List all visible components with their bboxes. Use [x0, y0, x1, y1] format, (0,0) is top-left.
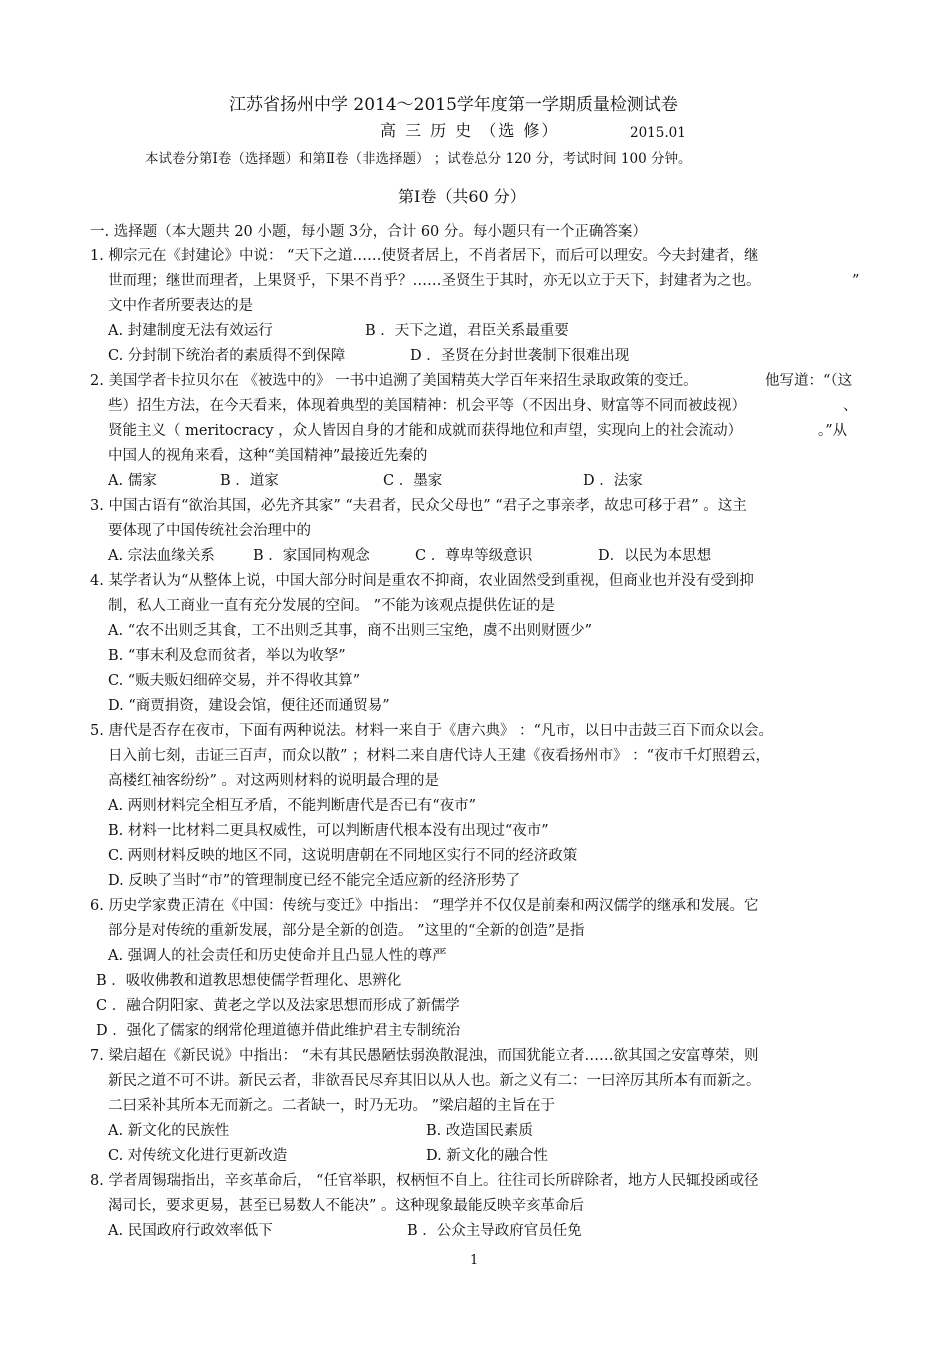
exam-date: 2015.01 [630, 125, 686, 141]
exam-subject: 高 三 历 史 （选 修） [380, 121, 560, 140]
question-5-line-1: 5. 唐代是否存在夜市，下面有两种说法。材料一来自于《唐六典》 ：“凡市，以日中击鼓三百下而众以会。 [90, 723, 773, 739]
question-8-line-1: 8. 学者周锡瑞指出，辛亥革命后， “任官举职，权柄恒不自上。往往司长所辟除者，地方人民辄投函或径 [90, 1173, 759, 1189]
question-4-option-a: A. “农不出则乏其食，工不出则乏其事，商不出则三宝绝，虞不出则财匮少” [108, 623, 593, 639]
question-1-line-2: 世而理；继世而理者，上果贤乎，下果不肖乎？……圣贤生于其时，亦无以立于天下，封建者为之也。 [108, 273, 761, 289]
section-title: 第Ⅰ卷（共60 分） [398, 187, 526, 206]
question-6-option-a: A. 强调人的社会责任和历史使命并且凸显人性的尊严 [108, 948, 447, 964]
question-2-option-a: A. 儒家 [108, 473, 157, 489]
question-3-option-a: A. 宗法血缘关系 [108, 548, 215, 564]
question-2-line-4: 中国人的视角来看，这种“美国精神”最接近先秦的 [108, 448, 428, 464]
question-7-option-c: C. 对传统文化进行更新改造 [108, 1148, 288, 1164]
question-5-option-d: D. 反映了当时“市”的管理制度已经不能完全适应新的经济形势了 [108, 873, 521, 889]
question-1-line-1: 1. 柳宗元在《封建论》中说： “天下之道……使贤者居上，不肖者居下，而后可以理安。今夫封建者，继 [90, 248, 759, 264]
question-4-line-1: 4. 某学者认为“从整体上说，中国大部分时间是重农不抑商，农业固然受到重视，但商业也并没有受到抑 [90, 573, 754, 589]
question-6-option-b: B ．吸收佛教和道教思想使儒学哲理化、思辨化 [96, 973, 402, 989]
question-4-option-b: B. “事末利及怠而贫者，举以为收孥” [108, 648, 346, 664]
question-7-option-b: B. 改造国民素质 [426, 1123, 533, 1139]
page-number: 1 [470, 1253, 479, 1268]
question-5-line-2: 日入前七刻，击证三百声，而众以散” ；材料二来自唐代诗人王建《夜看扬州市》 ：“夜市千灯照碧云， [108, 748, 771, 764]
question-8-option-b: B ．公众主导政府官员任免 [407, 1223, 582, 1239]
question-2-line-2-end: 、 [843, 398, 858, 414]
question-1-line-2-quote: ” [852, 273, 860, 289]
question-6-option-d: D ．强化了儒家的纲常伦理道德并借此维护君主专制统治 [96, 1023, 461, 1039]
question-3-line-1: 3. 中国古语有“欲治其国，必先齐其家” “夫君者，民众父母也” “君子之事亲孝，故忠可移于君” 。这主 [90, 498, 747, 514]
question-1-option-b: B ．天下之道，君臣关系最重要 [365, 323, 569, 339]
question-5-option-b: B. 材料一比材料二更具权威性，可以判断唐代根本没有出现过“夜市” [108, 823, 549, 839]
question-3-option-d: D．以民为本思想 [598, 548, 712, 564]
question-2-option-c: C ．墨家 [383, 473, 443, 489]
question-2-option-b: B ．道家 [220, 473, 279, 489]
question-8-option-a: A. 民国政府行政效率低下 [108, 1223, 273, 1239]
question-6-option-c: C ．融合阴阳家、黄老之学以及法家思想而形成了新儒学 [96, 998, 460, 1014]
question-5-line-3: 高楼红袖客纷纷” 。对这两则材料的说明最合理的是 [108, 773, 440, 789]
question-8-line-2: 渴司长，要求更易，甚至已易数人不能决” 。这种现象最能反映辛亥革命后 [108, 1198, 585, 1214]
question-5-option-c: C. 两则材料反映的地区不同，这说明唐朝在不同地区实行不同的经济政策 [108, 848, 578, 864]
question-3-option-b: B ．家国同构观念 [253, 548, 370, 564]
exam-title: 江苏省扬州中学 2014～2015学年度第一学期质量检测试卷 [229, 95, 678, 115]
question-7-line-1: 7. 梁启超在《新民说》中指出： “未有其民愚陋怯弱涣散混浊，而国犹能立者……欲其国之安富尊荣，则 [90, 1048, 759, 1064]
question-5-option-a: A. 两则材料完全相互矛盾，不能判断唐代是否已有“夜市” [108, 798, 477, 814]
question-7-option-a: A. 新文化的民族性 [108, 1123, 230, 1139]
question-2-option-d: D ．法家 [583, 473, 643, 489]
question-6-line-1: 6. 历史学家费正清在《中国：传统与变迁》中指出： “理学并不仅仅是前秦和两汉儒学的继承和发展。它 [90, 898, 759, 914]
question-1-option-d: D ．圣贤在分封世袭制下很难出现 [410, 348, 630, 364]
question-7-line-2: 新民之道不可不讲。新民云者，非欲吾民尽弃其旧以从人也。新之义有二：一曰淬厉其所本有而新之。 [108, 1073, 761, 1089]
exam-note: 本试卷分第Ⅰ卷（选择题）和第Ⅱ卷（非选择题） ；试卷总分 120 分，考试时间 100 分钟。 [145, 151, 692, 167]
question-7-option-d: D. 新文化的融合性 [426, 1148, 548, 1164]
question-7-line-3: 二曰采补其所本无而新之。二者缺一，时乃无功。 ”梁启超的主旨在于 [108, 1098, 556, 1114]
question-2-line-3: 贤能主义（ meritocracy ，众人皆因自身的才能和成就而获得地位和声望，实现向上的社会流动） [108, 423, 743, 439]
question-1-option-a: A. 封建制度无法有效运行 [108, 323, 273, 339]
question-4-line-2: 制，私人工商业一直有充分发展的空间。 ”不能为该观点提供佐证的是 [108, 598, 556, 614]
question-6-line-2: 部分是对传统的重新发展，部分是全新的创造。 ”这里的“全新的创造”是指 [108, 923, 585, 939]
question-1-line-3: 文中作者所要表达的是 [108, 298, 253, 314]
question-2-line-3-end: 。”从 [818, 423, 848, 439]
question-1-option-c: C. 分封制下统治者的素质得不到保障 [108, 348, 346, 364]
question-4-option-d: D. “商贾捐资，建设会馆，便往还而通贸易” [108, 698, 390, 714]
question-3-line-2: 要体现了中国传统社会治理中的 [108, 523, 311, 539]
question-3-option-c: C ．尊卑等级意识 [415, 548, 533, 564]
question-4-option-c: C. “贩夫贩妇细碎交易，并不得收其算” [108, 673, 361, 689]
question-2-line-1: 2. 美国学者卡拉贝尔在 《被选中的》 一书中追溯了美国精英大学百年来招生录取政策的变迁。 [90, 373, 698, 389]
question-2-line-2: 些）招生方法，在今天看来，体现着典型的美国精神：机会平等（不因出身、财富等不同而被歧视） [108, 398, 746, 414]
section-instructions: 一. 选择题（本大题共 20 小题，每小题 3分，合计 60 分。每小题只有一个正确答案） [90, 224, 647, 240]
question-2-line-1-end: 他写道：“（这 [765, 373, 853, 389]
